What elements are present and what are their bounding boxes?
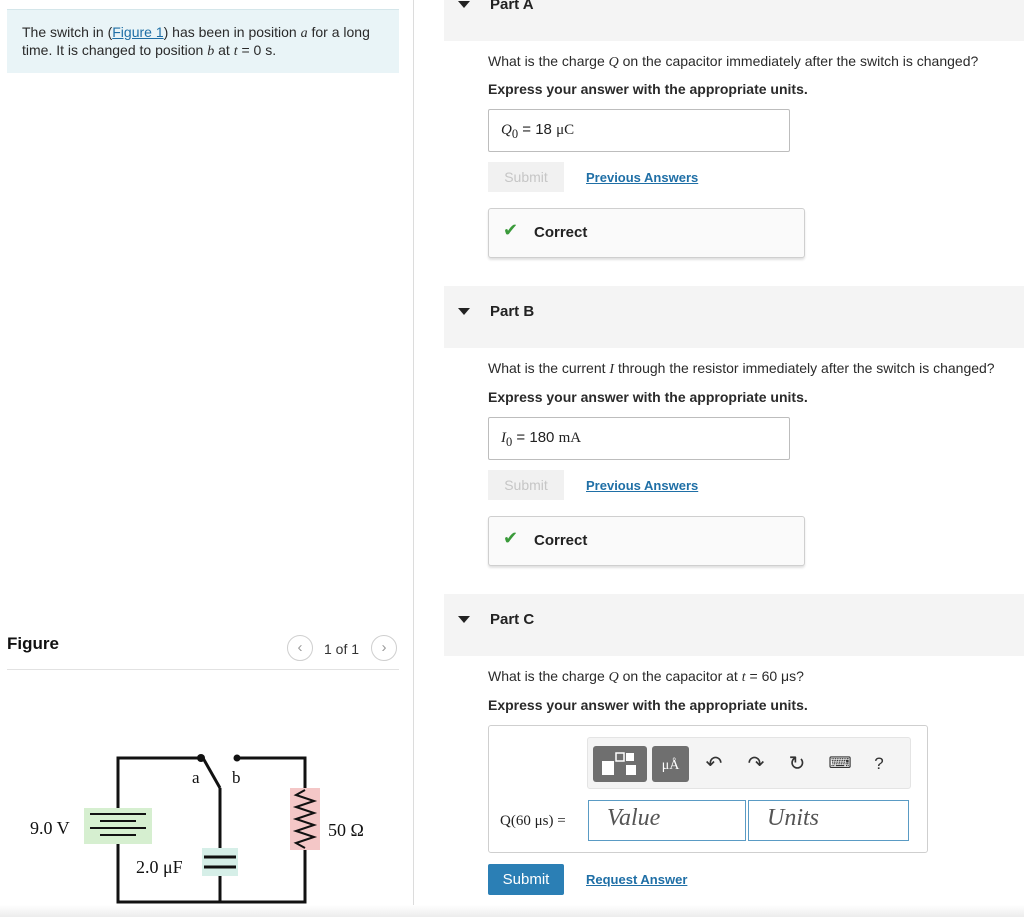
part-b-question — [488, 360, 995, 378]
part-b-answer-field — [488, 417, 790, 460]
caret-down-icon — [458, 308, 470, 315]
figure-title: Figure — [7, 634, 59, 653]
part-c-header[interactable] — [444, 594, 1024, 656]
math-toolbar — [587, 737, 911, 789]
question-var: Q — [608, 55, 619, 70]
answer-subscript: 0 — [506, 435, 513, 449]
capacitor-label: 2.0 μF — [136, 857, 183, 877]
question-text: on the capacitor at — [618, 668, 742, 684]
question-text: What is the charge — [488, 53, 609, 69]
question-var: Q — [608, 670, 619, 685]
part-a-answer-field — [488, 109, 790, 152]
templates-icon — [593, 746, 647, 782]
answer-equals: = — [518, 121, 536, 138]
capacitor-highlight — [202, 848, 238, 876]
part-b-submit-button[interactable]: Submit — [488, 470, 564, 500]
part-a-instruction: Express your answer with the appropriate units. — [488, 81, 808, 97]
problem-text: The switch in ( — [22, 24, 113, 40]
problem-text: = 0 s. — [237, 42, 277, 58]
answer-value: 180 — [529, 429, 555, 446]
part-a-feedback — [488, 208, 805, 258]
part-a-previous-answers-link[interactable]: Previous Answers — [586, 170, 699, 185]
undo-icon[interactable]: ↶ — [705, 753, 723, 775]
switch-label-a: a — [192, 768, 200, 787]
request-answer-link[interactable]: Request Answer — [586, 872, 688, 887]
resistor-label: 50 Ω — [328, 820, 364, 840]
answer-subscript: 0 — [511, 127, 519, 141]
circuit-diagram — [20, 740, 390, 910]
figure-counter: 1 of 1 — [324, 641, 360, 657]
battery-label: 9.0 V — [30, 818, 70, 838]
problem-text: at — [214, 42, 234, 58]
answer-unit: mA — [558, 430, 582, 446]
part-label: Part A — [490, 0, 534, 13]
caret-down-icon — [458, 1, 470, 8]
part-a-submit-button[interactable]: Submit — [488, 162, 564, 192]
problem-column — [0, 0, 414, 917]
checkmark-icon: ✔ — [503, 220, 519, 240]
answer-var: I — [501, 430, 506, 446]
answer-var: Q — [501, 122, 512, 138]
value-input[interactable]: Value — [588, 800, 746, 841]
question-var: t — [741, 670, 746, 685]
chevron-right-icon[interactable]: › — [371, 635, 397, 661]
keyboard-icon[interactable]: ⌨ — [828, 755, 852, 772]
divider — [7, 669, 399, 670]
wire — [237, 758, 305, 788]
problem-text: for a long time. It is changed to position — [22, 24, 370, 58]
part-b-feedback — [488, 516, 805, 566]
answer-equals: = — [512, 429, 530, 446]
units-input[interactable]: Units — [748, 800, 909, 841]
part-a-header[interactable] — [444, 0, 1024, 41]
part-label: Part C — [490, 611, 535, 628]
units-button[interactable]: μÅ — [652, 746, 689, 782]
problem-statement — [7, 9, 399, 73]
switch-label-b: b — [232, 768, 241, 787]
reset-icon[interactable]: ↻ — [788, 753, 806, 775]
time-var: t — [233, 44, 238, 59]
part-c-answer-panel — [488, 725, 928, 853]
part-label: Part B — [490, 303, 535, 320]
part-c-submit-button[interactable]: Submit — [488, 864, 564, 895]
switch-contact-b — [234, 755, 241, 762]
answer-value: 18 — [535, 121, 552, 138]
question-text: What is the charge — [488, 668, 609, 684]
footer-shadow — [0, 905, 1024, 917]
help-button[interactable]: ? — [874, 754, 884, 773]
question-text: = 60 μs? — [745, 668, 804, 684]
switch-arm — [203, 758, 220, 788]
part-b-header[interactable] — [444, 286, 1024, 348]
position-b-var: b — [207, 44, 215, 59]
position-a-var: a — [300, 26, 308, 41]
answer-unit: μC — [556, 122, 575, 138]
feedback-label: Correct — [534, 532, 588, 549]
part-b-previous-answers-link[interactable]: Previous Answers — [586, 478, 699, 493]
templates-button[interactable] — [593, 746, 647, 782]
caret-down-icon — [458, 616, 470, 623]
figure-link[interactable]: Figure 1 — [112, 24, 164, 40]
problem-text: ) has been in position — [163, 24, 301, 40]
part-b-instruction: Express your answer with the appropriate units. — [488, 389, 808, 405]
part-a-question — [488, 53, 978, 71]
question-text: What is the current — [488, 360, 610, 376]
feedback-label: Correct — [534, 224, 588, 241]
question-var: I — [609, 362, 615, 377]
switch-pivot — [197, 754, 205, 762]
question-text: on the capacitor immediately after the switch is changed? — [618, 53, 979, 69]
answer-label: Q(60 μs) = — [500, 813, 566, 829]
part-c-question — [488, 668, 804, 686]
redo-icon[interactable]: ↷ — [747, 753, 765, 775]
part-c-instruction: Express your answer with the appropriate units. — [488, 697, 808, 713]
chevron-left-icon[interactable]: ‹ — [287, 635, 313, 661]
checkmark-icon: ✔ — [503, 528, 519, 548]
question-text: through the resistor immediately after the switch is changed? — [614, 360, 995, 376]
